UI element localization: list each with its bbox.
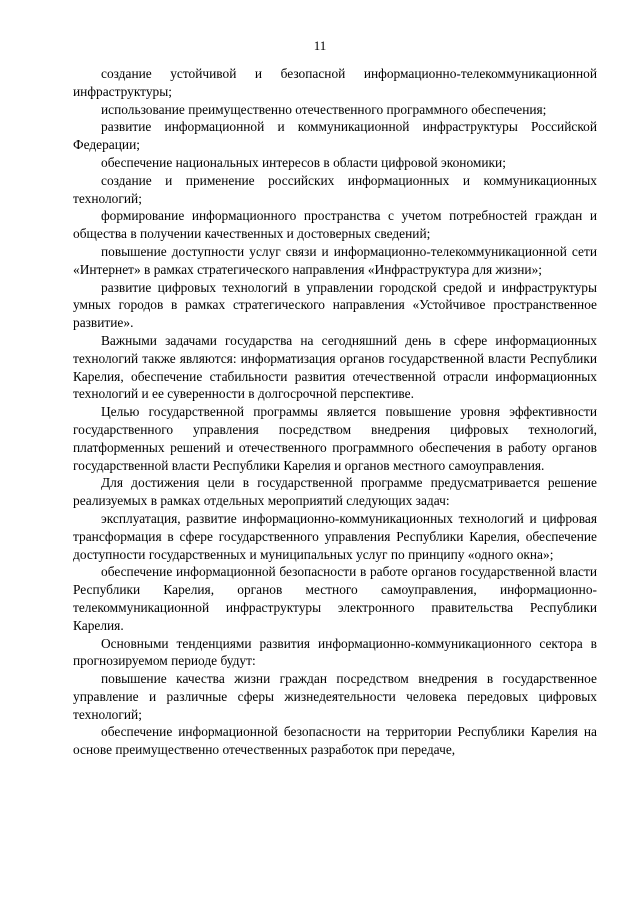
paragraph: обеспечение национальных интересов в области цифровой экономики; bbox=[101, 154, 506, 170]
paragraph: эксплуатация, развитие информационно-коммуникационных технологий и цифровая трансформация в сфере государственного управления Республики Карелия, обеспечение доступности государственных и муниципальных услуг по принципу «одного окна»; bbox=[73, 510, 597, 562]
paragraph: обеспечение информационной безопасности в работе органов государственной власти Республики Карелия, органов местного самоуправления, информационно-телекоммуникационной инфраструктуры электронного правительства Республики Карелия. bbox=[73, 564, 597, 633]
paragraph: Для достижения цели в государственной программе предусматривается решение реализуемых в рамках отдельных мероприятий следующих задач: bbox=[73, 475, 597, 509]
paragraph: обеспечение информационной безопасности на территории Республики Карелия на основе преимущественно отечественных разработок при передаче, bbox=[73, 724, 597, 758]
paragraph: развитие цифровых технологий в управлении городской средой и инфраструктуры умных городов в рамках стратегического направления «Устойчивое пространственное развитие». bbox=[73, 279, 597, 331]
paragraph: Важными задачами государства на сегодняшний день в сфере информационных технологий также являются: информатизация органов государственной власти Республики Карелия, обеспечение стабильности развития отечественной отрасли информационных технологий и ее суверенности в долгосрочной перспективе. bbox=[73, 332, 597, 402]
paragraph: создание и применение российских информационных и коммуникационных технологий; bbox=[73, 172, 597, 206]
paragraph: развитие информационной и коммуникационной инфраструктуры Российской Федерации; bbox=[73, 119, 597, 153]
paragraph: повышение доступности услуг связи и информационно-телекоммуникационной сети «Интернет» в рамках стратегического направления «Инфраструктура для жизни»; bbox=[73, 243, 597, 277]
paragraph: Основными тенденциями развития информационно-коммуникационного сектора в прогнозируемом периоде будут: bbox=[73, 635, 597, 669]
paragraph: формирование информационного пространства с учетом потребностей граждан и общества в получении качественных и достоверных сведений; bbox=[73, 208, 597, 242]
paragraph: Целью государственной программы является повышение уровня эффективности государственного управления посредством внедрения цифровых технологий, платформенных решений и отечественного программного обеспечения в работу органов государственной власти Республики Карелия и органов местного самоуправления. bbox=[73, 404, 597, 473]
paragraph: создание устойчивой и безопасной информационно-телекоммуникационной инфраструктуры; bbox=[73, 66, 597, 99]
document-body bbox=[73, 65, 597, 759]
page-number: 11 bbox=[313, 38, 327, 53]
paragraph: повышение качества жизни граждан посредством внедрения в государственное управление и различные сферы жизнедеятельности человека передовых цифровых технологий; bbox=[73, 671, 597, 722]
paragraph: использование преимущественно отечественного программного обеспечения; bbox=[101, 101, 547, 117]
